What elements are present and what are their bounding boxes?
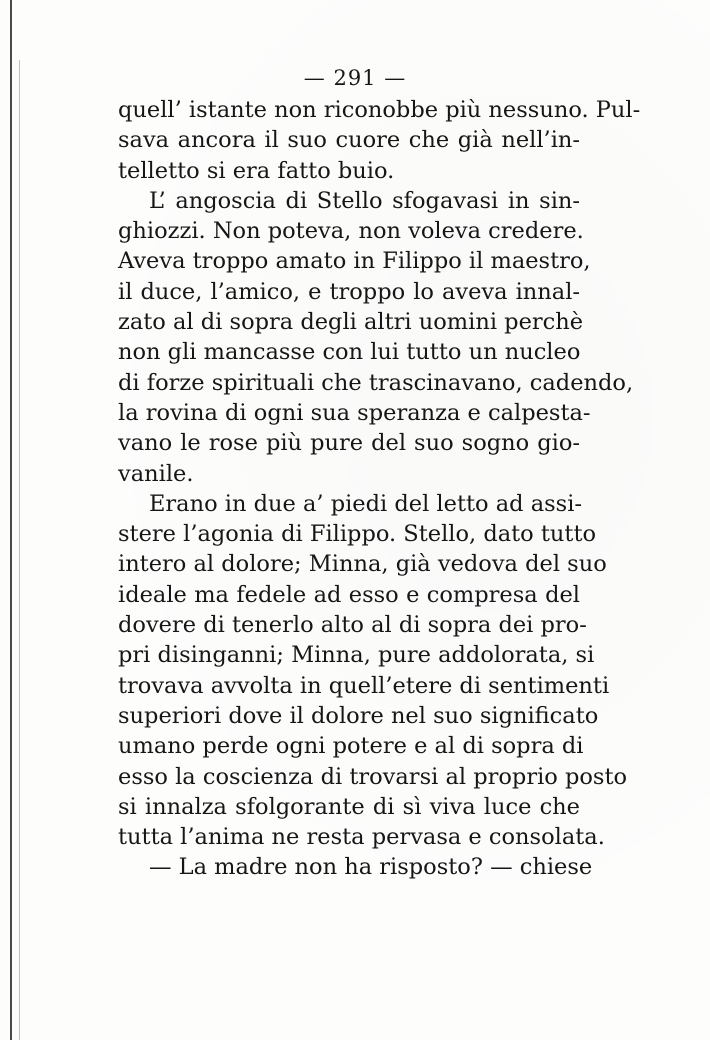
text-line: non gli mancasse con lui tutto un nucleo [118, 339, 581, 366]
text-line: telletto si era fatto buio. [118, 157, 395, 184]
text-line: pri disinganni; Minna, pure addolorata, si [118, 642, 595, 669]
text-line: si innalza sfolgorante di sì viva luce che [118, 793, 580, 820]
paragraph-start-line: Erano in due a’ piedi del letto ad assi- [149, 490, 583, 517]
text-line: il duce, l’amico, e troppo lo aveva innal- [118, 278, 580, 305]
text-line: ghiozzi. Non poteva, non voleva credere. [118, 218, 584, 245]
text-line: zato al di sopra degli altri uomini perchè [118, 309, 584, 336]
text-line: di forze spirituali che trascinavano, cadendo, [118, 369, 634, 396]
text-line: la rovina di ogni sua speranza e calpesta- [118, 399, 591, 426]
page-number: — 291 — [303, 66, 407, 90]
text-line: ideale ma fedele ad esso e compresa del [118, 581, 580, 608]
text-line: vanile. [118, 460, 194, 487]
text-line: quell’ istante non riconobbe più nessuno. Pul- [118, 97, 641, 123]
text-line: dovere di tenerlo alto al di sopra dei pro- [118, 612, 587, 639]
text-line: umano perde ogni potere e al di sopra di [118, 733, 584, 760]
body-text [118, 95, 641, 883]
text-line: sava ancora il suo cuore che già nell’in- [118, 127, 580, 154]
text-line: Aveva troppo amato in Filippo il maestro, [118, 248, 591, 275]
text-line: superiori dove il dolore nel suo significato [118, 702, 599, 729]
text-line: stere l’agonia di Filippo. Stello, dato tutto [118, 521, 597, 548]
binding-edge [10, 0, 12, 1040]
text-line: trovava avvolta in quell’etere di sentimenti [118, 672, 610, 699]
paragraph-start-line: L’ angoscia di Stello sfogavasi in sin- [149, 187, 580, 214]
text-line: vano le rose più pure del suo sogno gio- [118, 430, 580, 457]
text-line: esso la coscienza di trovarsi al proprio posto [118, 763, 628, 790]
paragraph-start-line: — La madre non ha risposto? — chiese [149, 854, 593, 881]
text-line: intero al dolore; Minna, già vedova del suo [118, 551, 607, 578]
text-line: tutta l’anima ne resta pervasa e consolata. [118, 824, 605, 851]
page-fold-shadow [19, 60, 20, 1040]
